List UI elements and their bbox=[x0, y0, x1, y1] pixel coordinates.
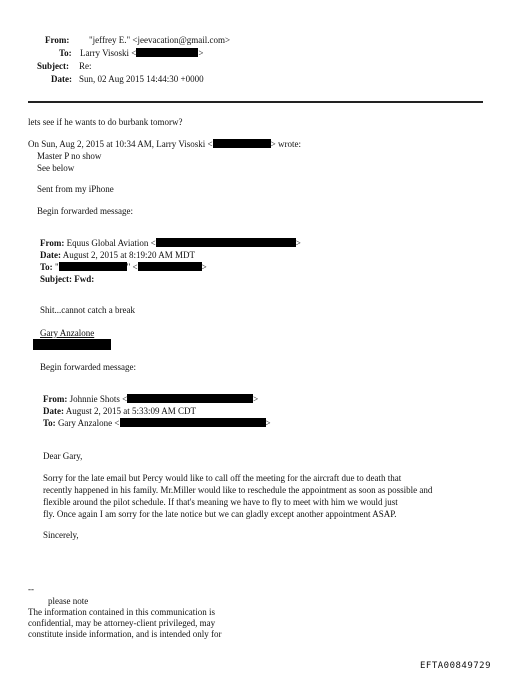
fwd2-para-line-2: recently happened in his family. Mr.Miller would like to reschedule the appointment as soon as possible and bbox=[43, 485, 433, 495]
fwd2-para-line-4: fly. Once again I am sorry for the late notice but we can gladly except another appointment ASAP. bbox=[43, 509, 397, 519]
footer-dashes: -- bbox=[28, 584, 34, 594]
redaction-bar bbox=[59, 262, 127, 271]
quote-intro: On Sun, Aug 2, 2015 at 10:34 AM, Larry Visoski < > wrote: bbox=[28, 139, 301, 149]
subject-value: Re: bbox=[79, 61, 92, 71]
header-divider bbox=[28, 101, 483, 103]
redaction-bar bbox=[127, 394, 253, 403]
redaction-bar bbox=[138, 262, 202, 271]
from-label: From: bbox=[45, 35, 70, 45]
fwd1-to: To: " " < > bbox=[40, 262, 207, 272]
fwd2-date: Date: August 2, 2015 at 5:33:09 AM CDT bbox=[43, 406, 197, 416]
date-label: Date: bbox=[51, 74, 72, 84]
redaction-bar bbox=[33, 339, 111, 350]
footer-notice-line-2: confidential, may be attorney-client privileged, may bbox=[28, 618, 216, 628]
fwd1-subject: Subject: Fwd: bbox=[40, 274, 95, 284]
redaction-bar bbox=[213, 139, 271, 148]
fwd2-from: From: Johnnie Shots < > bbox=[43, 394, 259, 404]
redaction-bar bbox=[120, 418, 266, 427]
fwd2-closing: Sincerely, bbox=[43, 530, 79, 540]
date-value: Sun, 02 Aug 2015 14:44:30 +0000 bbox=[79, 74, 204, 84]
fwd1-signature: Gary Anzalone bbox=[40, 328, 95, 338]
bates-number: EFTA00849729 bbox=[420, 661, 492, 671]
redaction-bar bbox=[136, 48, 198, 57]
fwd2-para-line-3: flexible around the pilot schedule. If that's meaning we have to fly to meet with him we would just bbox=[43, 497, 398, 507]
from-value: "jeffrey E." <jeevacation@gmail.com> bbox=[89, 35, 231, 45]
begin-forwarded-2: Begin forwarded message: bbox=[40, 362, 136, 372]
begin-forwarded-1: Begin forwarded message: bbox=[37, 206, 133, 216]
footer-notice-line-3: constitute inside information, and is intended only for bbox=[28, 629, 222, 639]
fwd1-body: Shit...cannot catch a break bbox=[40, 305, 135, 315]
sent-from: Sent from my iPhone bbox=[37, 184, 114, 194]
subject-label: Subject: bbox=[37, 61, 69, 71]
fwd1-date: Date: August 2, 2015 at 8:19:20 AM MDT bbox=[40, 250, 196, 260]
fwd2-greeting: Dear Gary, bbox=[43, 451, 83, 461]
redaction-bar bbox=[156, 238, 296, 247]
fwd2-para-line-1: Sorry for the late email but Percy would like to call off the meeting for the aircraft due to death that bbox=[43, 473, 402, 483]
fwd1-from: From: Equus Global Aviation < > bbox=[40, 238, 301, 248]
footer-please-note: please note bbox=[48, 596, 89, 606]
to-value: Larry Visoski < > bbox=[80, 48, 204, 58]
quoted-line-2: See below bbox=[37, 163, 75, 173]
to-label: To: bbox=[59, 48, 72, 58]
reply-body: lets see if he wants to do burbank tomorw? bbox=[28, 117, 183, 127]
footer-notice-line-1: The information contained in this communication is bbox=[28, 607, 215, 617]
quoted-line-1: Master P no show bbox=[37, 151, 102, 161]
fwd2-to: To: Gary Anzalone < > bbox=[43, 418, 271, 428]
